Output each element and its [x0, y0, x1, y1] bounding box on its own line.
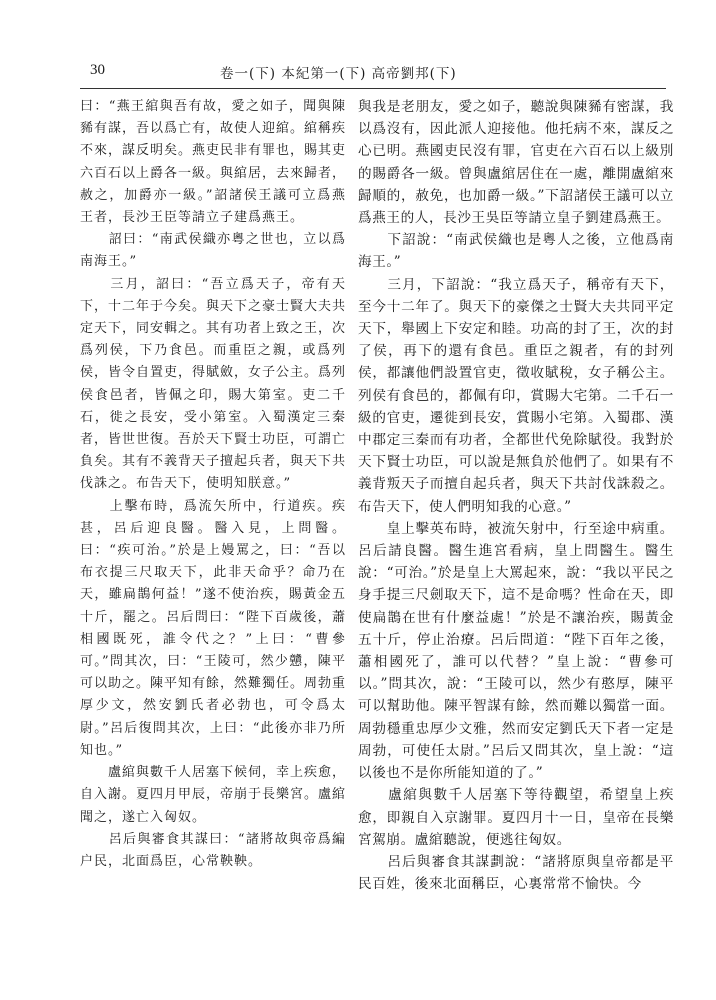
page-header — [80, 56, 666, 90]
classical-paragraph: 呂后與審食其謀曰：“諸將故與帝爲編户民，北面爲臣，心常鞅鞅。 — [80, 831, 346, 869]
classical-paragraph: 曰：“燕王綰與吾有故，愛之如子，聞與陳豨有謀，吾以爲亡有，故使人迎綰。綰稱疾不來，謀反明矣。燕吏民非有罪也，賜其吏六百石以上爵各一級。與綰居，去來歸者，赦之，加爵亦一級。”詔諸侯王議可立爲燕王者，長沙王臣等請立子建爲燕王。 — [80, 99, 346, 226]
translation-paragraph: 與我是老朋友，愛之如子，聽說與陳豨有密謀，我以爲沒有，因此派人迎接他。他托病不來，謀反之心已明。燕國吏民沒有罪，官吏在六百石以上級別的賜爵各一級。曾與盧綰居住在一處，離開盧綰來歸順的，赦免，也加爵一級。”下詔諸侯王議可以立爲燕王的人，長沙王吳臣等請立皇子劉建爲燕王。 — [358, 99, 674, 227]
header-rule — [80, 88, 666, 89]
translation-paragraph: 三月，下詔說：“我立爲天子，稱帝有天下，至今十二年了。與天下的豪傑之士賢大夫共同平定天下，舉國上下安定和睦。功高的封了王，次的封了侯，再下的還有食邑。重臣之親者，有的封列侯，都讓他們設置官吏，徵收賦稅，女子稱公主。列侯有食邑的，都佩有印，賞賜大宅第。二千石一級的官吏，遷徙到長安，賞賜小宅第。入蜀郡、漢中郡定三秦而有功者，全都世代免除賦役。我對於天下賢士功臣，可以說是無負於他們了。如果有不義背叛天子而擅自起兵者，與天下共討伐誅殺之。布告天下，使人們明知我的心意。” — [358, 276, 674, 515]
classical-paragraph: 上擊布時，爲流矢所中，行道疾。疾甚，呂后迎良醫。醫入見，上問醫。曰：“疾可治。”於是上嫚罵之，曰：“吾以布衣提三尺取天下，此非天命乎？命乃在天，雖扁鵲何益！”遂不使治疾，賜黃金五十斤，罷之。呂后問曰：“陛下百歲後，蕭相國既死，誰令代之？”上曰：“曹參可。”問其次，曰：“王陵可，然少戇，陳平可以助之。陳平知有餘，然難獨任。周勃重厚少文，然安劉氏者必勃也，可令爲太尉。”呂后復問其次，上曰：“此後亦非乃所知也。” — [80, 498, 346, 758]
translation-paragraph: 皇上擊英布時，被流矢射中，行至途中病重。呂后請良醫。醫生進宮看病，皇上問醫生。醫生說：“可治。”於是皇上大罵起來，說：“我以平民之身手提三尺劍取天下，這不是命嗎？性命在天，即使扁鵲在世有什麼益處！”於是不讓治疾，賜黃金五十斤，停止治療。呂后問道：“陛下百年之後，蕭相國死了，誰可以代替？”皇上說：“曹參可以。”問其次，說：“王陵可以，然少有憨厚，陳平可以幫助他。陳平智謀有餘，然而難以獨當一面。周勃穩重忠厚少文雅，然而安定劉氏天下者一定是周勃，可使任太尉。”呂后又問其次，皇上說：“這以後也不是你所能知道的了。” — [358, 520, 674, 782]
page-number: 30 — [90, 62, 105, 78]
translation-paragraph: 呂后與審食其謀劃說：“諸將原與皇帝都是平民百姓，後來北面稱臣，心裏常常不愉快。今 — [358, 853, 674, 893]
translation-paragraph: 下詔說：“南武侯織也是粵人之後，立他爲南海王。” — [358, 232, 674, 271]
classical-paragraph: 詔曰：“南武侯織亦粵之世也，立以爲南海王。” — [80, 232, 346, 270]
running-head: 卷一(下) 本紀第一(下) 高帝劉邦(下) — [220, 66, 457, 82]
classical-paragraph: 三月，詔曰：“吾立爲天子，帝有天下，十二年于今矣。與天下之豪士賢大夫共定天下，同安輯之。其有功者上致之王，次爲列侯，下乃食邑。而重臣之親，或爲列侯，皆令自置吏，得賦斂，女子公主。爲列侯食邑者，皆佩之印，賜大第室。吏二千石，徙之長安，受小第室。入蜀漢定三秦者，皆世世復。吾於天下賢士功臣，可謂亡負矣。其有不義背天子擅起兵者，與天下共伐誅之。布告天下，使明知朕意。” — [80, 276, 346, 492]
translation-text-column — [358, 96, 674, 895]
translation-paragraph: 盧綰與數千人居塞下等待觀望，希望皇上疾愈，即親自入京謝罪。夏四月十一日，皇帝在長樂宮駕崩。盧綰聽說，便逃往匈奴。 — [358, 787, 674, 848]
classical-paragraph: 盧綰與數千人居塞下候伺，幸上疾愈，自入謝。夏四月甲辰，帝崩于長樂宮。盧綰聞之，遂亡入匈奴。 — [80, 765, 346, 825]
classical-text-column — [80, 96, 346, 873]
